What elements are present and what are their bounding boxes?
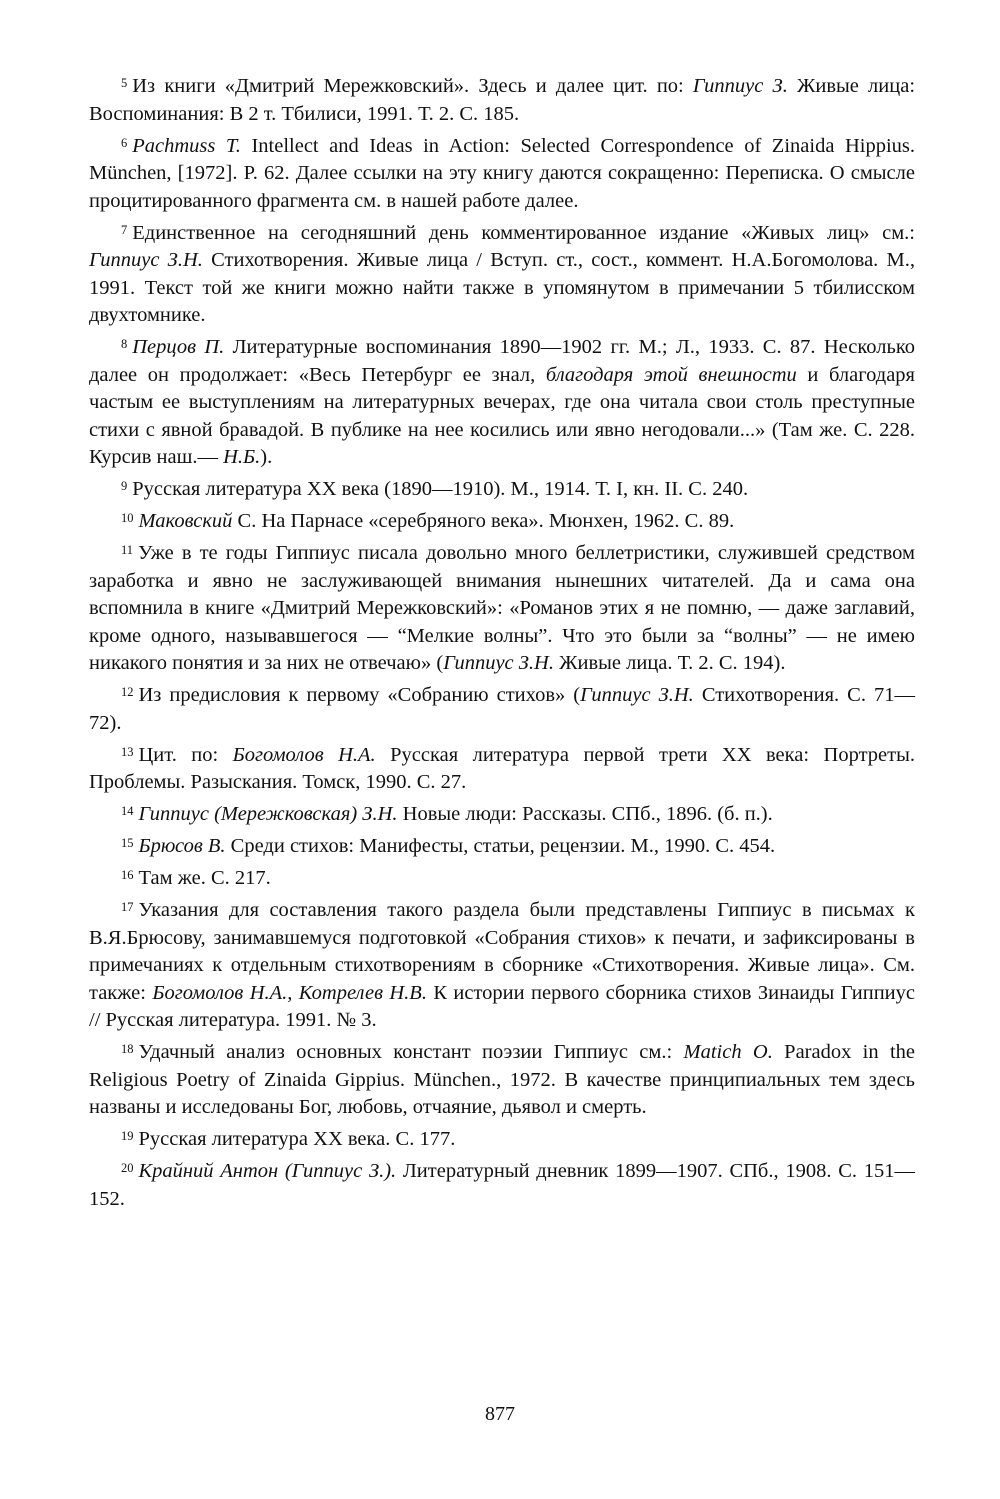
footnote-12 (89, 679, 915, 737)
footnote-number: 9 (121, 479, 128, 493)
footnote-16 (89, 862, 915, 893)
italic-text: Крайний Антон (Гиппиус З.). (138, 1160, 397, 1182)
footnote-number: 14 (121, 804, 134, 818)
footnote-7 (89, 217, 915, 330)
footnote-text: Единственное на сегодняшний день комментированное издание «Живых лиц» см.: (132, 221, 915, 244)
italic-text: Богомолов Н.А., Котрелев Н.В. (152, 981, 427, 1004)
footnote-number: 8 (121, 337, 128, 351)
footnote-list (89, 70, 915, 1213)
footnote-17 (89, 894, 915, 1035)
footnote-text: Intellect and Ideas in Action: Selected Correspondence of Zinaida Hippius. München, [1972]. P. 62. Далее ссылки на эту книгу даются сокращенно: Переписка. О смысле процитированного фрагмента см. в нашей работе далее. (89, 134, 916, 212)
footnote-8 (89, 331, 915, 472)
footnote-number: 13 (121, 744, 134, 759)
footnote-text: Русская литература XX века (1890—1910). М., 1914. Т. I, кн. II. С. 240. (132, 478, 749, 500)
italic-text: Перцов П. (132, 336, 225, 358)
footnote-text: Там же. С. 217. (138, 867, 271, 889)
footnote-18 (89, 1036, 915, 1122)
italic-text: благодаря этой внешности (545, 363, 797, 386)
footnote-6 (89, 130, 915, 216)
footnote-5 (89, 70, 915, 128)
footnote-14 (89, 798, 915, 829)
footnote-text: и благодаря частым ее выступлениям на литературных вечерах, где она читала свои столь преступные стихи с явной бравадой. В публике на нее косились или явно негодовали...» (Там же. С. 228. Курсив наш.— (89, 363, 915, 468)
footnote-text: Литературные воспоминания 1890—1902 гг. М.; Л., 1933. С. 87. Несколько далее он продолжает: «Весь Петербург ее знал, (89, 336, 915, 386)
footnote-text: Удачный анализ основных констант поэзии Гиппиус см.: (138, 1041, 684, 1063)
italic-text: Богомолов Н.А. (232, 743, 376, 766)
italic-text: Matich O. (683, 1041, 773, 1063)
italic-text: Маковский (138, 510, 233, 532)
footnote-text: Русская литература XX века. С. 177. (138, 1128, 456, 1150)
italic-text: Н.Б. (223, 446, 261, 468)
footnote-text: Живые лица. Т. 2. С. 194). (554, 652, 786, 674)
footnote-11 (89, 537, 915, 678)
footnote-text: Из книги «Дмитрий Мережковский». Здесь и далее цит. по: (132, 75, 693, 97)
footnote-text: С. На Парнасе «серебряного века». Мюнхен, 1962. С. 89. (232, 510, 735, 532)
footnote-text: Новые люди: Рассказы. СПб., 1896. (б. п.). (397, 803, 773, 825)
footnote-number: 6 (121, 135, 128, 150)
footnote-number: 17 (121, 900, 134, 914)
footnote-text: Литературный дневник 1899—1907. СПб., 1908. С. 151—152. (89, 1160, 915, 1210)
footnote-text: Цит. по: (138, 743, 233, 766)
footnote-15 (89, 830, 915, 861)
footnote-number: 19 (121, 1129, 134, 1143)
italic-text: Pachmuss T. (132, 134, 241, 157)
footnote-text: Русская литература первой трети XX века: Портреты. Проблемы. Разыскания. Томск, 1990. С. 27. (89, 743, 916, 793)
page-number: 877 (485, 1403, 515, 1425)
italic-text: Гиппиус (Мережковская) З.Н. (138, 803, 398, 825)
footnote-number: 12 (121, 685, 134, 699)
footnote-number: 5 (121, 76, 128, 90)
footnote-number: 16 (121, 868, 134, 882)
footnote-10 (89, 505, 915, 536)
footnote-text: Из предисловия к первому «Собранию стихов» ( (138, 684, 581, 706)
italic-text: Гиппиус З.Н. (443, 652, 554, 674)
footnote-number: 20 (121, 1161, 134, 1175)
footnote-number: 15 (121, 836, 134, 850)
footnote-19 (89, 1123, 915, 1154)
footnote-text: Среди стихов: Манифесты, статьи, рецензии. М., 1990. С. 454. (225, 835, 776, 857)
footnote-number: 11 (121, 543, 134, 557)
footnote-text: Paradox in the Religious Poetry of Zinaida Gippius. München., 1972. В качестве принципиальных тем здесь названы и исследованы Бог, любовь, отчаяние, дьявол и смерть. (89, 1041, 915, 1118)
footnote-text: Стихотворения. Живые лица / Вступ. ст., сост., коммент. Н.А.Богомолова. М., 1991. Текст той же книги можно найти также в упомянутом в примечании 5 тбилисском двухтомнике. (89, 249, 915, 326)
footnote-9 (89, 473, 915, 504)
footnotes-page (89, 70, 915, 1215)
footnote-text: Уже в те годы Гиппиус писала довольно много беллетристики, служившей средством заработка и явно не заслуживающей внимания нынешних читателей. Да и сама она вспомнила в книге «Дмитрий Мережковский»: «Романов этих я не помню, — даже заглавий, кроме одного, называвшегося — “Мелкие волны”. Что это были за “волны” — не имею никакого понятия и за них не отвечаю» ( (89, 542, 915, 674)
footnote-text: Живые лица: Воспоминания: В 2 т. Тбилиси, 1991. Т. 2. С. 185. (89, 75, 916, 125)
italic-text: Брюсов В. (138, 835, 226, 857)
footnote-number: 18 (121, 1042, 134, 1056)
footnote-text: К истории первого сборника стихов Зинаиды Гиппиус // Русская литература. 1991. № 3. (89, 981, 915, 1031)
footnote-number: 7 (121, 222, 128, 237)
italic-text: Гиппиус З.Н. (89, 249, 203, 271)
italic-text: Гиппиус З. (692, 75, 788, 97)
footnote-20 (89, 1155, 915, 1213)
footnote-text: Указания для составления такого раздела были представлены Гиппиус в письмах к В.Я.Брюсову, занимавшемуся подготовкой «Собрания стихов» к печати, и зафиксированы в примечаниях к отдельным стихотворениям в сборнике «Стихотворения. Живые лица». См. также: (89, 899, 915, 1004)
footnote-text: Стихотворения. С. 71—72). (89, 684, 915, 734)
footnote-13 (89, 739, 915, 797)
footnote-number: 10 (121, 511, 134, 525)
footnote-text: ). (260, 446, 273, 468)
italic-text: Гиппиус З.Н. (580, 684, 694, 706)
